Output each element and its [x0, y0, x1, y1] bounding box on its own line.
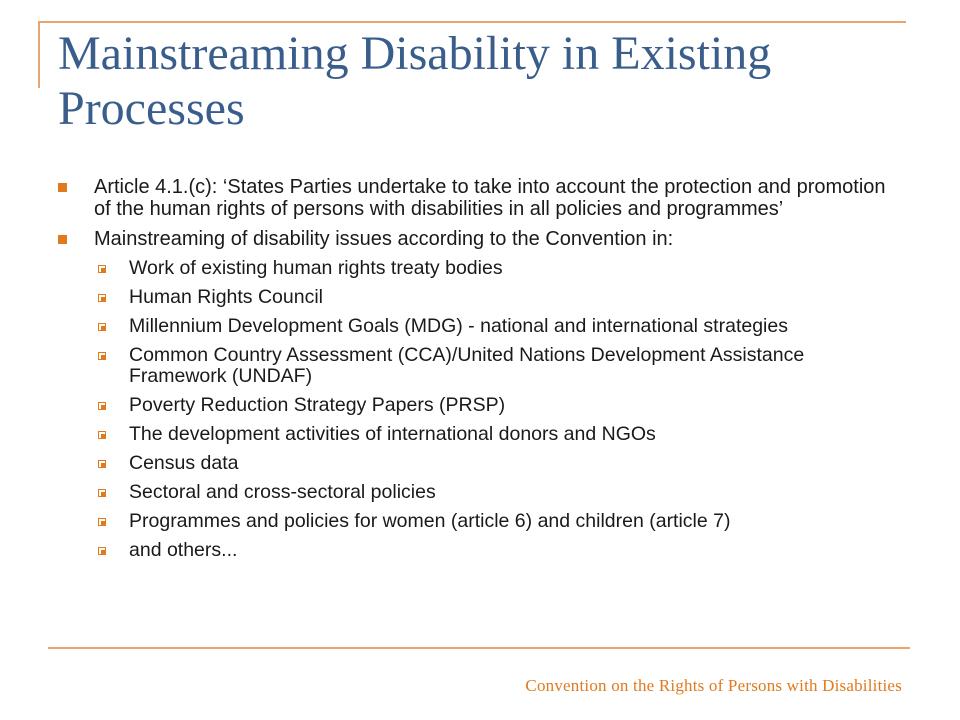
sub-item	[58, 395, 928, 416]
boxed-square-bullet-icon	[98, 352, 106, 360]
bottom-accent-rule	[48, 647, 910, 649]
top-accent-rule	[38, 21, 906, 23]
sub-item	[58, 258, 928, 279]
filled-square-bullet-icon	[58, 235, 67, 244]
boxed-square-bullet-icon	[98, 547, 106, 555]
bullet-text: Article 4.1.(c): ‘States Parties undertake to take into account the protection and promotion of the human rights of persons with disabilities in all policies and programmes’	[94, 176, 886, 220]
bullet-text: Mainstreaming of disability issues according to the Convention in:	[94, 228, 674, 250]
sub-item	[58, 511, 928, 532]
left-accent-rule	[38, 21, 40, 88]
sub-item-text: Common Country Assessment (CCA)/United Nations Development Assistance Framework (UNDAF)	[129, 344, 805, 387]
sub-item-text: Poverty Reduction Strategy Papers (PRSP)	[129, 394, 506, 416]
sub-item-text: Census data	[129, 452, 239, 474]
slide-body	[58, 176, 928, 569]
sub-item	[58, 424, 928, 445]
boxed-square-bullet-icon	[98, 294, 106, 302]
bullet-article-4-1-c	[58, 176, 928, 220]
sub-item	[58, 287, 928, 308]
sub-item-text: The development activities of international donors and NGOs	[129, 423, 656, 445]
sub-item	[58, 482, 928, 503]
sub-item-text: Millennium Development Goals (MDG) - national and international strategies	[129, 315, 788, 337]
sub-item	[58, 453, 928, 474]
boxed-square-bullet-icon	[98, 431, 106, 439]
sub-item-text: and others...	[129, 539, 238, 561]
sub-item	[58, 316, 928, 337]
sub-item-text: Work of existing human rights treaty bodies	[129, 257, 503, 279]
slide-title: Mainstreaming Disability in Existing Processes	[58, 27, 772, 135]
filled-square-bullet-icon	[58, 183, 67, 192]
boxed-square-bullet-icon	[98, 323, 106, 331]
sub-item-text: Human Rights Council	[129, 286, 324, 308]
boxed-square-bullet-icon	[98, 489, 106, 497]
boxed-square-bullet-icon	[98, 460, 106, 468]
sub-item-text: Programmes and policies for women (article 6) and children (article 7)	[129, 510, 731, 532]
sub-item-text: Sectoral and cross-sectoral policies	[129, 481, 436, 503]
boxed-square-bullet-icon	[98, 402, 106, 410]
boxed-square-bullet-icon	[98, 518, 106, 526]
bullet-mainstreaming	[58, 228, 928, 250]
slide-footer: Convention on the Rights of Persons with Disabilities	[525, 676, 902, 695]
boxed-square-bullet-icon	[98, 265, 106, 273]
sub-item	[58, 540, 928, 561]
sub-item	[58, 345, 928, 387]
